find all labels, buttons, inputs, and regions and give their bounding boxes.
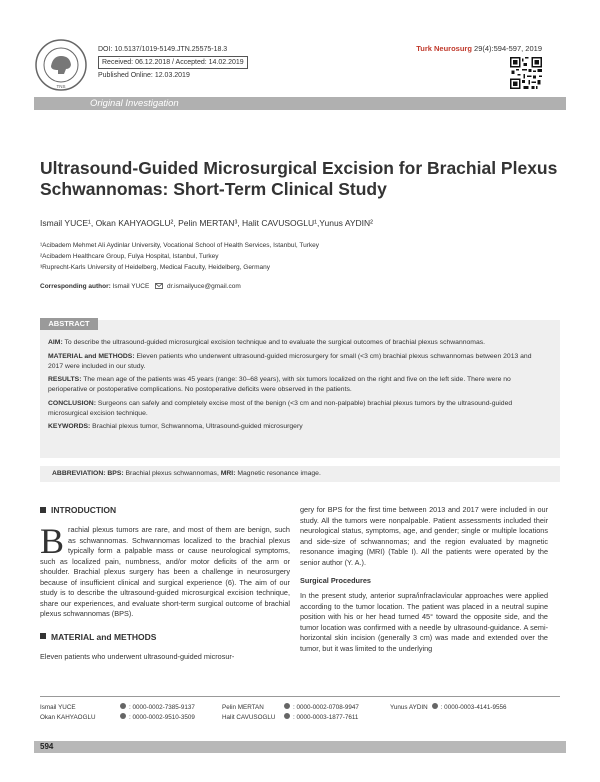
page-footer-bar (34, 741, 566, 753)
affiliation-1: ¹Acibadem Mehmet Ali Aydinlar University, Vocational School of Health Services, Istanbul, Turkey (40, 242, 320, 249)
corresponding-author (40, 283, 241, 290)
section-band (34, 97, 566, 110)
orcid-icon (120, 713, 126, 719)
abstract-conclusion: CONCLUSION: Surgeons can safely and completely excise most of the benign (<3 cm and non-palpable) brachial plexus tumors by the ultrasound-guided microsurgical excision technique. (48, 399, 513, 417)
qr-code-icon[interactable] (510, 57, 542, 89)
journal-ref: 29(4):594-597, 2019 (471, 44, 542, 53)
methods-heading: MATERIAL and METHODS (40, 632, 290, 642)
footer-rule (40, 696, 560, 697)
methods-paragraph-cont: gery for BPS for the first time between 2013 and 2017 were included in our study. All the tumors were nonpalpable. Patient assessments included their neurological status, symptoms, age, and gender; single or multiple locations and side-size of schwannomas; and the region evaluated by magnetic resonance imaging (MRI) (Table I). All the patients were operated by the senior author (Y. A.). (300, 505, 548, 567)
abstract-text (48, 338, 548, 436)
abstract-aim: AIM: To describe the ultrasound-guided microsurgical excision technique and to evaluate the surgical outcomes of brachial plexus schwannomas. (48, 339, 486, 346)
email-icon (155, 283, 163, 289)
section-label: Original Investigation (90, 98, 179, 109)
corr-name: Ismail YUCE (112, 283, 150, 290)
intro-paragraph: Brachial plexus tumors are rare, and most of them are benign, such as schwannomas. Schwannomas localized to the brachial plexus typically form a palpable mass or cause neurological symptoms, such as localized pain, numbness, and/or motor deficits of the arm or shoulder. Brachial plexus surgery has been a challenge in neurosurgery because of insufficient clinical and surgical experience (6). The aim of our study is to describe the ultrasound-guided microsurgical excision technique, share our experiences, and evaluate short-term surgical outcome of brachial plexus schwannomas (BPS). (40, 521, 290, 618)
journal-name: Turk Neurosurg (416, 44, 472, 53)
journal-citation (416, 44, 542, 53)
affiliations (40, 240, 319, 273)
abstract-keywords: KEYWORDS: Brachial plexus tumor, Schwannoma, Ultrasound-guided microsurgery (48, 423, 303, 430)
column-left (40, 505, 290, 670)
corr-label: Corresponding author: (40, 283, 111, 290)
abbreviation-text: ABBREVIATION: BPS: Brachial plexus schwannomas, MRI: Magnetic resonance image. (52, 470, 321, 477)
section-bullet-icon (40, 633, 46, 639)
orcid-icon (284, 703, 290, 709)
orcid-icon (284, 713, 290, 719)
abbreviation-box (40, 466, 560, 482)
drop-cap: B (40, 521, 65, 561)
surgical-procedures-heading: Surgical Procedures (300, 576, 371, 585)
section-bullet-icon (40, 507, 46, 513)
surgical-procedures-paragraph: In the present study, anterior supra/infraclavicular approaches were applied according to the tumor location. The patient was placed in a neutral supine position with his or her head turned 45° toward the opposite side, and the tumor location was confirmed with a needle by ultrasound-guidance. A semi-horizontal skin incision (generally 3 cm) was made and extended over the tumor, but it was limited to the underlying (300, 591, 548, 653)
affiliation-3: ³Ruprecht-Karls University of Heidelberg, Medical Faculty, Heidelberg, Germany (40, 264, 270, 271)
column-right (300, 505, 548, 662)
article-meta (98, 44, 248, 81)
journal-logo (34, 38, 88, 92)
abstract-methods: MATERIAL and METHODS: Eleven patients who underwent ultrasound-guided microsurgery for small (<3 cm) brachial plexus schwannomas between 2013 and 2017 were included in our study. (48, 352, 532, 370)
methods-paragraph: Eleven patients who underwent ultrasound-guided microsur- (40, 651, 235, 661)
received-accepted: Received: 06.12.2018 / Accepted: 14.02.2019 (98, 56, 248, 69)
affiliation-2: ²Acibadem Healthcare Group, Fulya Hospital, Istanbul, Turkey (40, 253, 219, 260)
article-title: Ultrasound-Guided Microsurgical Excision for Brachial Plexus Schwannomas: Short-Term Clinical Study (40, 158, 558, 199)
abstract-results: RESULTS: The mean age of the patients was 45 years (range: 30–68 years), with six tumors localized on the right and five on the left side. There were no perioperative or postoperative complications. No postoperative deficits were observed in the patients. (48, 376, 511, 393)
orcid-icon (432, 703, 438, 709)
author-list: Ismail YUCE¹, Okan KAHYAOGLU², Pelin MERTAN³, Halit CAVUSOGLU¹,Yunus AYDIN² (40, 218, 374, 228)
published-date: Published Online: 12.03.2019 (98, 72, 190, 79)
orcid-icon (120, 703, 126, 709)
orcid-entry: Pelin MERTAN : 0000-0002-0708-9947 Halit CAVUSOGLU : 0000-0003-1877-7611 (222, 704, 359, 721)
svg-text:TNS: TNS (56, 84, 66, 89)
abstract-tag: ABSTRACT (40, 318, 98, 330)
doi[interactable]: DOI: 10.5137/1019-5149.JTN.25575-18.3 (98, 46, 228, 53)
orcid-entry: Ismail YUCE : 0000-0002-7385-9137 Okan KAHYAOGLU : 0000-0002-9510-3509 (40, 704, 195, 721)
intro-heading: INTRODUCTION (40, 505, 290, 515)
page-number: 594 (40, 742, 54, 751)
orcid-entry: Yunus AYDIN : 0000-0003-4141-9556 (390, 704, 507, 711)
corr-email[interactable]: dr.ismailyuce@gmail.com (166, 283, 241, 290)
